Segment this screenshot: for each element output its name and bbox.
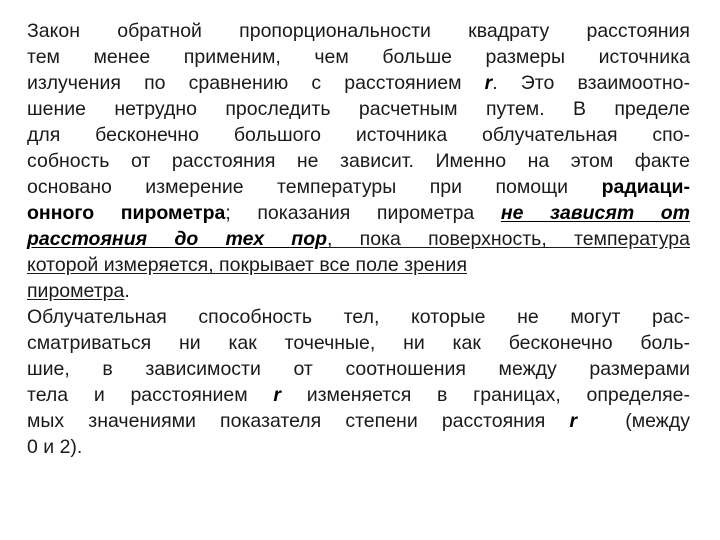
- text: шение нетрудно проследить расчетным путем. В пределе: [27, 98, 690, 120]
- text: ; показания пирометра: [225, 202, 501, 224]
- text-line: [27, 123, 690, 148]
- text: Облучательная способность тел, которые не могут рас-: [27, 306, 690, 328]
- text-line: [27, 149, 690, 174]
- text: 0 и 2).: [27, 436, 83, 458]
- text: шие, в зависимости от соотношения между размерами: [27, 358, 690, 380]
- text: . Это взаимоотно-: [492, 72, 690, 94]
- variable-r: r: [569, 410, 578, 432]
- text-line: [27, 279, 130, 304]
- underlined-text: , пока поверхность, температура: [327, 228, 690, 250]
- bold-term: онного пирометра: [27, 202, 226, 224]
- text: (между: [577, 410, 690, 432]
- text: тем менее применим, чем больше размеры источника: [27, 46, 690, 68]
- text-line: [27, 409, 690, 434]
- text: для бесконечно большого источника облучательная спо-: [27, 124, 690, 146]
- text: основано измерение температуры при помощи: [27, 176, 602, 198]
- emphasis-underlined: расстояния до тех пор: [27, 228, 328, 250]
- text: собность от расстояния не зависит. Именно на этом факте: [27, 150, 690, 172]
- text: Закон обратной пропорциональности квадрату расстояния: [27, 20, 690, 42]
- underlined-text: пирометра: [27, 280, 125, 302]
- emphasis-underlined: не зависят от: [500, 202, 690, 224]
- text-line: [27, 19, 690, 44]
- text-line: [27, 97, 690, 122]
- underlined-text: которой измеряется, покрывает все поле зрения: [27, 254, 467, 276]
- text: сматриваться ни как точечные, ни как бесконечно боль-: [27, 332, 690, 354]
- variable-r: r: [484, 72, 493, 94]
- text: излучения по сравнению с расстоянием: [27, 72, 485, 94]
- text-line: [27, 383, 690, 408]
- text-line: [27, 45, 690, 70]
- text-line: [27, 357, 690, 382]
- text-line: [27, 435, 82, 460]
- text: тела и расстоянием: [27, 384, 274, 406]
- variable-r: r: [273, 384, 281, 406]
- text-line: [27, 253, 467, 278]
- text: мых значениями показателя степени расстояния: [27, 410, 570, 432]
- text: .: [124, 280, 130, 302]
- text: изменяется в границах, определяе-: [280, 384, 690, 406]
- text-line: [27, 175, 690, 200]
- bold-term: радиаци-: [601, 176, 690, 198]
- text-line: [27, 331, 690, 356]
- text-line: [27, 227, 690, 252]
- text-line: [27, 305, 690, 330]
- text-line: [27, 201, 690, 226]
- text-line: [27, 71, 690, 96]
